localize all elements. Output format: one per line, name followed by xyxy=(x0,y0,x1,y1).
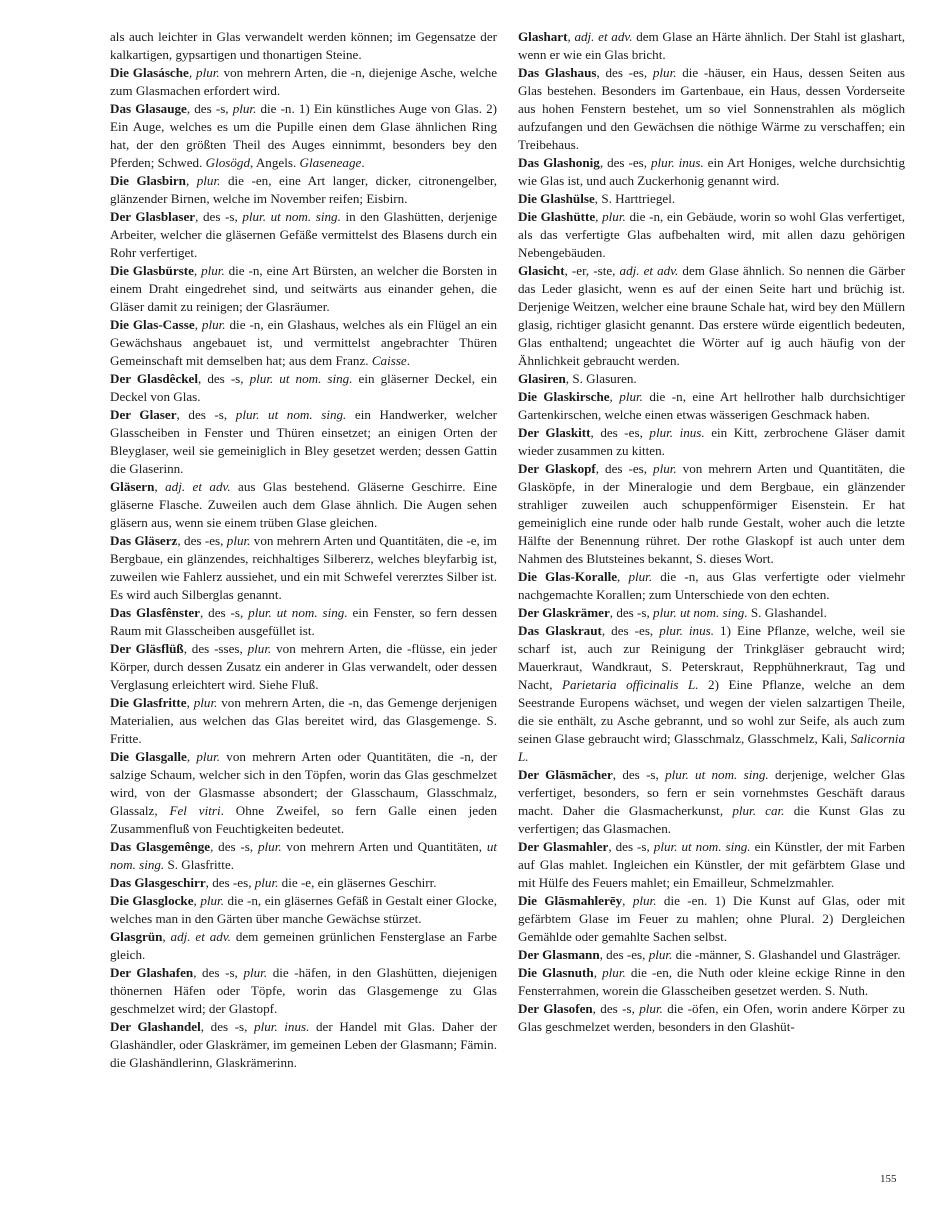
dictionary-entry xyxy=(518,946,905,964)
entry-text: , adj. et adv. aus Glas bestehend. Gläserne Geschirre. Eine gläserne Flasche. Zuweilen auch dem Glase ähnlich. Die Augen sehen gläsern aus, wenn sie einem trüben Glase gleichen. xyxy=(110,479,497,530)
headword: Glashart xyxy=(518,29,568,44)
dictionary-entry xyxy=(110,28,497,64)
grammar-abbreviation: plur. xyxy=(232,101,257,116)
left-column xyxy=(110,28,497,1072)
dictionary-entry xyxy=(110,964,497,1018)
dictionary-entry xyxy=(110,370,497,406)
grammar-abbreviation: Salicornia L. xyxy=(518,731,905,764)
grammar-abbreviation: plur. xyxy=(196,749,221,764)
headword: Das Glashaus xyxy=(518,65,597,80)
headword: Die Glasnuth xyxy=(518,965,594,980)
headword: Die Glas-Koralle xyxy=(518,569,618,584)
headword: Der Glashafen xyxy=(110,965,194,980)
grammar-abbreviation: plur. ut nom. sing. xyxy=(242,209,341,224)
dictionary-entry xyxy=(518,190,905,208)
grammar-abbreviation: plur. car. xyxy=(732,803,785,818)
dictionary-entry xyxy=(518,28,905,64)
grammar-abbreviation: plur. xyxy=(243,965,268,980)
dictionary-entry xyxy=(518,568,905,604)
grammar-abbreviation: plur. xyxy=(628,569,653,584)
entry-text: , des -s, plur. ut nom. sing. derjenige, welcher Glas verfertiget, besonders, so fern er sein vornehmstes Geschäft daraus macht. Daher die Glasmacherkunst, plur. car. die Kunst Glas zu verfertigen; das Glasmachen. xyxy=(518,767,905,836)
headword: Der Glasofen xyxy=(518,1001,593,1016)
dictionary-entry xyxy=(110,694,497,748)
entry-text: , plur. von mehrern Arten oder Quantitäten, die -n, der salzige Schaum, welcher sich in den Töpfen, worin das Glas geschmelzet wird, von der Glasmasse absondert; der Glasschaum, Glasschmalz, Glassalz, Fel vitri. Ohne Zweifel, so fern Galle einen jeden Zusammenfluß von Feuchtigkeiten bedeutet. xyxy=(110,749,498,836)
headword: Der Glaskopf xyxy=(518,461,596,476)
grammar-abbreviation: plur. ut nom. sing. xyxy=(235,407,347,422)
dictionary-entry xyxy=(110,838,497,874)
headword: Das Glaskraut xyxy=(518,623,602,638)
entry-text: , plur. die -n, ein Gebäude, worin so wohl Glas verfertiget, als das verfertigte Glas aufbehalten wird, mit allen dazu gehörigen Nebengebäuden. xyxy=(518,209,905,260)
headword: Das Glasfênster xyxy=(110,605,200,620)
dictionary-entry xyxy=(518,892,905,946)
entry-text: , des -es, plur. inus. ein Art Honiges, welche durchsichtig wie Glas ist, und auch Zuckerhonig genannt wird. xyxy=(518,155,905,188)
entry-text: , des -s, plur. ut nom. sing. in den Glashütten, derjenige Arbeiter, welcher die gläsernen Gefäße vermittelst des Blasens durch ein Rohr verfertiget. xyxy=(110,209,498,260)
entry-text: , plur. die -n, eine Art Bürsten, an welcher die Borsten in einem Draht eingedrehet sind, und seitwärts aus einander gehen, die Gläser damit zu reinigen; der Glasräumer. xyxy=(110,263,498,314)
headword: Glasicht xyxy=(518,263,565,278)
entry-text: , des -s, plur. die -häfen, in den Glashütten, diejenigen thönernen Häfen oder Töpfe, worin das Glasgemenge zu Glas geschmelzet wird; der Glastopf. xyxy=(110,965,497,1016)
grammar-abbreviation: plur. xyxy=(632,893,657,908)
entry-text: , des -s, plur. ut nom. sing. ein Künstler, der mit Farben auf Glas mahlet. Ingleichen ein Künstler, der mit gefärbtem Glase und mit Hülfe des Feuers mahlet; ein Emailleur, Schmelzmahler. xyxy=(518,839,905,890)
headword: Der Glasdêckel xyxy=(110,371,198,386)
dictionary-entry xyxy=(518,370,905,388)
headword: Der Glaskitt xyxy=(518,425,591,440)
headword: Das Glasauge xyxy=(110,101,187,116)
dictionary-entry xyxy=(110,604,497,640)
entry-text: , des -s, plur. ut nom. sing. ein gläserner Deckel, ein Deckel von Glas. xyxy=(110,371,498,404)
entry-text: , S. Glasuren. xyxy=(565,371,637,386)
headword: Glasiren xyxy=(518,371,566,386)
entry-text: , des -es, plur. die -männer, S. Glashandel und Glasträger. xyxy=(599,947,901,962)
headword: Die Glasglocke xyxy=(110,893,194,908)
dictionary-entry xyxy=(110,64,497,100)
grammar-abbreviation: plur. ut nom. sing. xyxy=(665,767,769,782)
dictionary-entry xyxy=(110,928,497,964)
grammar-abbreviation: plur. ut nom. sing. xyxy=(248,605,348,620)
dictionary-entry xyxy=(518,154,905,190)
grammar-abbreviation: plur. xyxy=(247,641,272,656)
entry-text: , des -s, plur. inus. der Handel mit Glas. Daher der Glashändler, oder Glaskrämer, im gemeinen Leben der Glasmann; Fämin. die Glashändlerinn, Glaskrämerinn. xyxy=(110,1019,497,1070)
grammar-abbreviation: plur. xyxy=(648,947,673,962)
dictionary-entry xyxy=(518,964,905,1000)
grammar-abbreviation: plur. ut nom. sing. xyxy=(249,371,353,386)
grammar-abbreviation: plur. xyxy=(226,533,251,548)
entry-text: , des -s, plur. ut nom. sing. ein Fenster, so fern dessen Raum mit Glasscheiben ausgefüllet ist. xyxy=(110,605,498,638)
dictionary-entry xyxy=(518,604,905,622)
grammar-abbreviation: plur. ut nom. sing. xyxy=(653,839,751,854)
entry-text: , plur. von mehrern Arten, die -n, das Gemenge derjenigen Materialien, aus welchen das Glas bereitet wird, das Glasgemenge. S. Fritte. xyxy=(110,695,497,746)
grammar-abbreviation: plur. ut nom. sing. xyxy=(653,605,748,620)
entry-text: , des -es, plur. inus. 1) Eine Pflanze, welche, weil sie scharf ist, auch zur Reinigung der Trinkgläser gebraucht wird; Mauerkraut, Wandkraut, S. Peterskraut, Repphühnerkraut, Tag und Nacht, Parietaria officinalis L. 2) Eine Pflanze, welche an dem Seestrande Europens wächset, und wegen der vielen salzartigen Theile, die sie enthält, zu Asche gebrannt, und so wohl zur Seife, als auch zum seinen Glase gebraucht wird; Glasschmalz, Glasschmelz, Kali, Salicornia L. xyxy=(518,623,906,764)
headword: Der Glasmahler xyxy=(518,839,609,854)
headword: Das Glashonig xyxy=(518,155,600,170)
entry-text: , adj. et adv. dem gemeinen grünlichen Fensterglase an Farbe gleich. xyxy=(110,929,497,962)
grammar-abbreviation: plur. xyxy=(193,695,218,710)
headword: Der Glāsmācher xyxy=(518,767,613,782)
headword: Glasgrün xyxy=(110,929,163,944)
headword: Das Glasgemênge xyxy=(110,839,211,854)
dictionary-entry xyxy=(518,208,905,262)
grammar-abbreviation: Parietaria officinalis L. xyxy=(562,677,699,692)
entry-text: , plur. die -n, aus Glas verfertigte oder vielmehr nachgemachte Korallen; zum Unterschiede von den echten. xyxy=(518,569,905,602)
grammar-abbreviation: plur. xyxy=(254,875,279,890)
entry-text: , adj. et adv. dem Glase an Härte ähnlich. Der Stahl ist glashart, wenn er wie ein Glas bricht. xyxy=(518,29,905,62)
dictionary-entry xyxy=(110,100,497,172)
entry-text: , des -s, plur. ut nom. sing. S. Glashandel. xyxy=(609,605,827,620)
entry-text: , des -es, plur. inus. ein Kitt, zerbrochene Gläser damit wieder zusammen zu kitten. xyxy=(518,425,905,458)
grammar-abbreviation: Glaseneage xyxy=(299,155,362,170)
dictionary-entry xyxy=(110,532,497,604)
grammar-abbreviation: plur. xyxy=(652,65,677,80)
entry-text: , -er, -ste, adj. et adv. dem Glase ähnlich. So nennen die Gärber das Leder glasicht, wenn es auf der einen Seite hart und brüchig ist. Derjenige Weitzen, welcher eine braune Schale hat, wird bey den Müllern glasig, richtiger glasicht genannt. Das erstere würde eigentlich bedeuten, Glas enthaltend; ungeachtet die Wörter auf ig auch häufig von der Ähnlichkeit gebraucht werden. xyxy=(518,263,905,368)
grammar-abbreviation: plur. inus. xyxy=(651,155,704,170)
grammar-abbreviation: adj. et adv. xyxy=(165,479,231,494)
grammar-abbreviation: plur. xyxy=(196,65,220,80)
grammar-abbreviation: plur. xyxy=(201,317,226,332)
grammar-abbreviation: plur. xyxy=(619,389,643,404)
entry-text: , des -s, plur. die -n. 1) Ein künstliches Auge von Glas. 2) Ein Auge, welches es um die Pupille einen dem Glase ähnlichen Ring hat, der den größten Theil des Auges einnimmt, besonders bey den Pferden; Schwed. Glosögd, Angels. Glaseneage. xyxy=(110,101,498,170)
grammar-abbreviation: adj. et adv. xyxy=(170,929,231,944)
entry-text: , des -sses, plur. von mehrern Arten, die -flüsse, ein jeder Körper, durch dessen Zusatz ein anderer in Glas verwandelt, oder dessen Verglasung erleichtert wird. Siehe Fluß. xyxy=(110,641,497,692)
grammar-abbreviation: plur. xyxy=(602,965,626,980)
headword: Die Glasgalle xyxy=(110,749,187,764)
dictionary-entry xyxy=(110,640,497,694)
grammar-abbreviation: plur. xyxy=(201,263,225,278)
grammar-abbreviation: ut nom. sing. xyxy=(110,839,497,872)
headword: Die Glasbirn xyxy=(110,173,186,188)
entry-text: , des -s, plur. die -öfen, ein Ofen, worin andere Körper zu Glas geschmelzet werden, besonders in den Glashüt- xyxy=(518,1001,905,1034)
dictionary-entry xyxy=(110,892,497,928)
headword: Die Glaskirsche xyxy=(518,389,610,404)
grammar-abbreviation: Fel vitri xyxy=(169,803,221,818)
dictionary-entry xyxy=(110,172,497,208)
dictionary-entry xyxy=(518,64,905,154)
dictionary-entry xyxy=(110,262,497,316)
dictionary-entry xyxy=(110,1018,497,1072)
entry-text: , plur. die -n, ein Glashaus, welches als ein Flügel an ein Gewächshaus angebauet ist, und vermittelst angebrachter Thüren Gemeinschaft mit demselben hat; aus dem Franz. Caisse. xyxy=(110,317,497,368)
headword: Die Glashütte xyxy=(518,209,596,224)
grammar-abbreviation: plur. inus. xyxy=(649,425,705,440)
grammar-abbreviation: plur. xyxy=(257,839,282,854)
headword: Der Glashandel xyxy=(110,1019,201,1034)
grammar-abbreviation: plur. inus. xyxy=(659,623,714,638)
grammar-abbreviation: plur. xyxy=(639,1001,663,1016)
dictionary-entry xyxy=(518,838,905,892)
entry-text: , des -s, plur. ut nom. sing. ein Handwerker, welcher Glasscheiben in Fenster und Thüren einsetzet; an einigen Orten der Bleyglaser, weil sie gemeiniglich in Bley gesetzet werden; dessen Gattin die Glaserinn. xyxy=(110,407,497,476)
grammar-abbreviation: plur. xyxy=(196,173,221,188)
entry-text: , plur. die -en. 1) Die Kunst auf Glas, oder mit gefärbtem Glase im Feuer zu mahlen; ohne Plural. 2) Dergleichen Gemählde oder gemahlte Sachen selbst. xyxy=(518,893,906,944)
entry-text: , plur. die -n, eine Art hellrother halb durchsichtiger Gartenkirschen, welche einen etwas wässerigen Geschmack haben. xyxy=(518,389,905,422)
entry-text: , S. Harttriegel. xyxy=(594,191,676,206)
headword: Der Glasmann xyxy=(518,947,600,962)
headword: Die Glasbürste xyxy=(110,263,194,278)
dictionary-entry xyxy=(110,316,497,370)
dictionary-entry xyxy=(110,478,497,532)
headword: Die Glasásche xyxy=(110,65,189,80)
grammar-abbreviation: plur. inus. xyxy=(254,1019,310,1034)
grammar-abbreviation: plur. xyxy=(653,461,677,476)
entry-text: , plur. die -en, eine Art langer, dicker, citronengelber, glänzender Birnen, welche im November reifen; Eisbirn. xyxy=(110,173,497,206)
entry-text: , plur. die -n, ein gläsernes Gefäß in Gestalt einer Glocke, welches man in den Gärten über manche Gewächse stürzet. xyxy=(110,893,498,926)
entry-text: , des -es, plur. die -häuser, ein Haus, dessen Seiten aus Glas bestehen. Besonders im Gartenbaue, ein Haus, dessen Vorderseite aus hohen Fenstern bestehet, um so viel Sonnenstrahlen als möglich aufzufangen und den Gewächsen die nöthige Wärme zu verschaffen; ein Treibehaus. xyxy=(518,65,906,152)
entry-text: , des -es, plur. von mehrern Arten und Quantitäten, die Glasköpfe, in der Mineralogie und dem Bergbaue, ein glänzender strahliger zuweilen auch schuppenförmiger Eisenstein. Er hat gemeiniglich eine runde oder halb runde Gestalt, woher auch die letzte Hälfte der Benennung rühret. Der rothe Glaskopf ist auch unter dem Nahmen des Blutsteines bekannt, S. dieses Wort. xyxy=(518,461,905,566)
grammar-abbreviation: plur. xyxy=(200,893,224,908)
dictionary-entry xyxy=(518,262,905,370)
headword: Der Gläsflüß xyxy=(110,641,184,656)
dictionary-entry xyxy=(110,208,497,262)
page-number: 155 xyxy=(880,1173,897,1185)
headword: Der Glaskrämer xyxy=(518,605,610,620)
grammar-abbreviation: adj. et adv. xyxy=(619,263,679,278)
entry-text: als auch leichter in Glas verwandelt werden können; im Gegensatze der kalkartigen, gypsartigen und thonartigen Steine. xyxy=(110,29,497,62)
grammar-abbreviation: Glosögd xyxy=(205,155,251,170)
headword: Die Glāsmahlerēy xyxy=(518,893,623,908)
grammar-abbreviation: plur. xyxy=(602,209,626,224)
entry-text: , plur. von mehrern Arten, die -n, diejenige Asche, welche zum Glasmachen erfordert wird. xyxy=(110,65,498,98)
dictionary-entry xyxy=(518,1000,905,1036)
dictionary-entry xyxy=(110,874,497,892)
dictionary-entry xyxy=(110,406,497,478)
entry-text: , des -s, plur. von mehrern Arten und Quantitäten, ut nom. sing. S. Glasfritte. xyxy=(110,839,497,872)
right-column xyxy=(518,28,905,1036)
dictionary-entry xyxy=(518,622,905,766)
dictionary-entry xyxy=(518,388,905,424)
dictionary-entry xyxy=(518,424,905,460)
grammar-abbreviation: adj. et adv. xyxy=(574,29,633,44)
entry-text: , des -es, plur. die -e, ein gläsernes Geschirr. xyxy=(205,875,437,890)
dictionary-entry xyxy=(518,460,905,568)
headword: Die Glasfritte xyxy=(110,695,187,710)
headword: Der Glasblaser xyxy=(110,209,196,224)
entry-text: , des -es, plur. von mehrern Arten und Quantitäten, die -e, im Bergbaue, ein glänzendes, reichhaltiges Silbererz, welches bleyfarbig ist, zuweilen wie Fahlerz aussiehet, und ein mit Schwefel vererztes Silber ist. Es wird auch Silberglas genannt. xyxy=(110,533,497,602)
headword: Das Gläserz xyxy=(110,533,178,548)
headword: Die Glas-Casse xyxy=(110,317,195,332)
headword: Der Glaser xyxy=(110,407,177,422)
entry-text: , plur. die -en, die Nuth oder kleine eckige Rinne in den Fensterrahmen, worein die Glasscheiben gesetzet werden. S. Nuth. xyxy=(518,965,906,998)
grammar-abbreviation: Caisse xyxy=(371,353,407,368)
headword: Das Glasgeschirr xyxy=(110,875,206,890)
headword: Gläsern xyxy=(110,479,155,494)
dictionary-entry xyxy=(518,766,905,838)
dictionary-entry xyxy=(110,748,497,838)
headword: Die Glashülse xyxy=(518,191,595,206)
